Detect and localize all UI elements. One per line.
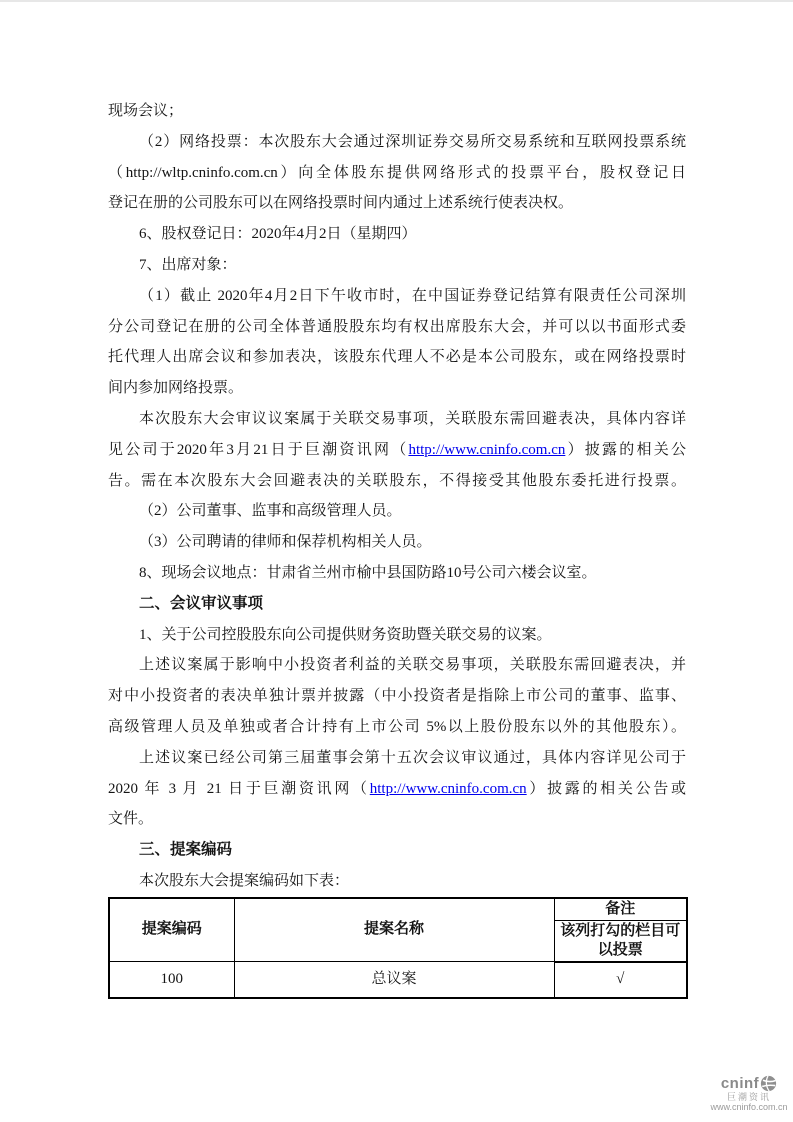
doc-line: 本次股东大会审议议案属于关联交易事项，关联股东需回避表决，具体内容详 [139,410,686,427]
cell-proposal-name: 总议案 [234,962,554,998]
doc-line: 登记在册的公司股东可以在网络投票时间内通过上述系统行使表决权。 [108,195,574,212]
table-row [109,962,687,998]
cninfo-logo-url: www.cninfo.com.cn [710,1102,788,1112]
doc-line: 1、关于公司控股股东向公司提供财务资助暨关联交易的议案。 [139,626,552,643]
document-body [108,96,686,999]
doc-line: （2）网络投票：本次股东大会通过深圳证券交易所交易系统和互联网投票系统 [139,133,686,150]
section-heading-review-items: 二、会议审议事项 [139,594,264,612]
doc-line [108,774,686,805]
page-top-edge [0,0,793,2]
doc-line: 文件。 [108,811,154,828]
doc-text: ）披露的相关公 [565,441,686,458]
cninfo-logo-wordmark [708,1074,790,1092]
doc-line-record-date: 6、股权登记日：2020年4月2日（星期四） [139,226,417,243]
doc-line: 托代理人出席会议和参加表决，该股东代理人不必是本公司股东，或在网络投票时 [108,349,686,366]
cninfo-link[interactable]: http://www.cninfo.com.cn [369,780,527,797]
col-header-remark-note: 该列打勾的栏目可以投票 [554,920,687,962]
doc-line: 对中小投资者的表决单独计票并披露（中小投资者是指除上市公司的董事、监事、 [108,688,686,705]
doc-line: （http://wltp.cninfo.com.cn）向全体股东提供网络形式的投票平台，股权登记日 [108,164,686,181]
doc-line: （1）截止 2020年4月2日下午收市时，在中国证券登记结算有限责任公司深圳 [139,287,686,304]
doc-line: （2）公司董事、监事和高级管理人员。 [139,503,402,520]
doc-line: 告。需在本次股东大会回避表决的关联股东，不得接受其他股东委托进行投票。 [108,472,686,489]
cninfo-globe-icon [760,1075,777,1092]
doc-line: 本次股东大会提案编码如下表： [139,872,350,889]
doc-line: 间内参加网络投票。 [108,380,244,397]
doc-line: 现场会议； [108,103,184,119]
doc-line: 高级管理人员及单独或者合计持有上市公司 5%以上股份股东以外的其他股东）。 [108,718,686,735]
col-header-remark: 备注 [554,898,687,921]
doc-text: 见公司于2020年3月21日于巨潮资讯网（ [108,441,409,458]
cninfo-logo-chinese: 巨潮资讯 [726,1092,771,1102]
col-header-proposal-code: 提案编码 [109,898,234,962]
proposal-code-table [108,897,688,999]
col-header-proposal-name: 提案名称 [234,898,554,962]
doc-line: （3）公司聘请的律师和保荐机构相关人员。 [139,534,432,551]
doc-line: 上述议案属于影响中小投资者利益的关联交易事项，关联股东需回避表决，并 [139,657,686,674]
cell-proposal-code: 100 [109,962,234,998]
section-heading-proposal-code: 三、提案编码 [139,841,233,859]
doc-line: 分公司登记在册的公司全体普通股股东均有权出席股东大会，并可以以书面形式委 [108,318,686,335]
cell-vote-checkmark: √ [554,962,687,998]
doc-text: 2020 年 3 月 21 日于巨潮资讯网（ [108,780,370,797]
doc-line-meeting-address: 8、现场会议地点：甘肃省兰州市榆中县国防路10号公司六楼会议室。 [139,564,597,581]
doc-line: 7、出席对象： [139,256,237,273]
cninfo-logo-text: cninf [720,1074,760,1092]
cninfo-logo [708,1074,790,1113]
cninfo-link[interactable]: http://www.cninfo.com.cn [408,441,566,458]
doc-line: 上述议案已经公司第三届董事会第十五次会议审议通过，具体内容详见公司于 [139,749,686,766]
doc-text: ）披露的相关公告或 [526,780,686,797]
doc-line [108,435,686,466]
